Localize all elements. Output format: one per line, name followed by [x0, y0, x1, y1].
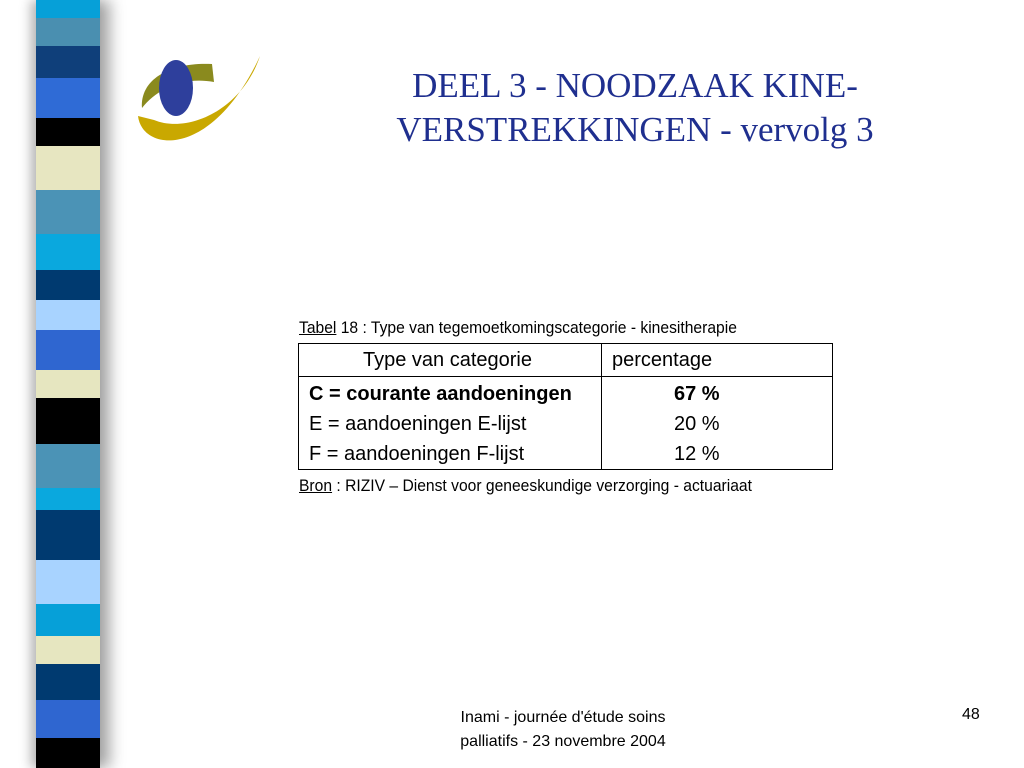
table-row [299, 377, 833, 410]
slide-title [330, 64, 940, 152]
footer-line-1: Inami - journée d'étude soins [460, 709, 666, 726]
slide-title-line-1: DEEL 3 - NOODZAAK KINE- [412, 66, 858, 105]
table-caption [299, 318, 796, 338]
percentage-cell: 12 % [602, 439, 833, 470]
slide-title-line-2: VERSTREKKINGEN - vervolg 3 [396, 110, 874, 149]
percentage-cell: 67 % [602, 377, 833, 410]
page-number: 48 [962, 706, 980, 723]
table-row [299, 439, 833, 470]
header-percentage: percentage [602, 344, 833, 377]
source-text: : RIZIV – Dienst voor geneeskundige verzorging - actuariaat [332, 476, 752, 495]
header-category: Type van categorie [299, 344, 602, 377]
category-table [298, 343, 833, 470]
table-caption-label: Tabel [299, 318, 337, 337]
category-cell: C = courante aandoeningen [299, 377, 602, 410]
inami-logo-icon [132, 48, 272, 158]
category-cell: E = aandoeningen E-lijst [299, 409, 602, 439]
footer-line-2: palliatifs - 23 novembre 2004 [460, 733, 666, 750]
table-row [299, 409, 833, 439]
table-source [299, 476, 752, 496]
source-label: Bron [299, 476, 333, 495]
table-caption-text: 18 : Type van tegemoetkomingscategorie - kinesitherapie [336, 318, 737, 337]
table-header-row [299, 344, 833, 377]
decorative-stripe-bar [36, 0, 100, 768]
slide-footer [420, 706, 706, 754]
percentage-cell: 20 % [602, 409, 833, 439]
category-cell: F = aandoeningen F-lijst [299, 439, 602, 470]
